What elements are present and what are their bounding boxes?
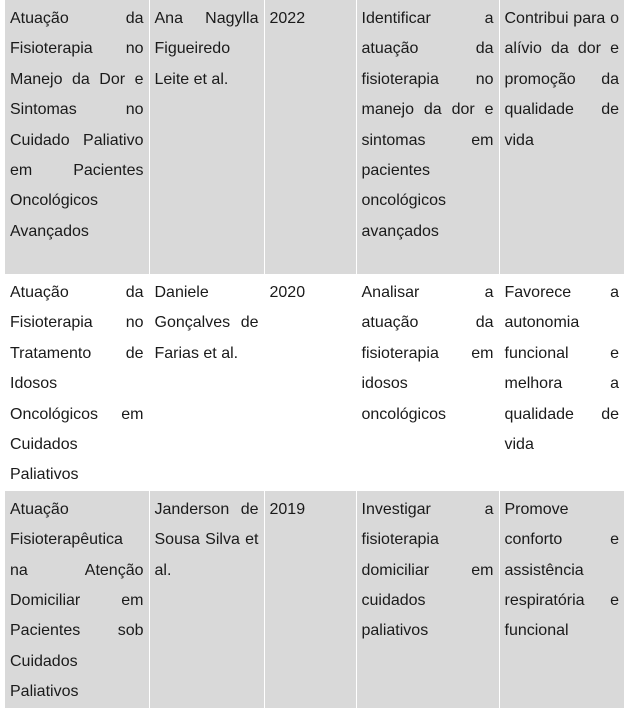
study-year-cell: 2019 (264, 491, 356, 708)
study-authors-cell: Daniele Gonçalves de Farias et al. (149, 274, 264, 491)
study-title-cell: Atuação da Fisioterapia no Manejo da Dor e Sintomas no Cuidado Paliativo em Pacientes Oncológicos Avançados (5, 0, 149, 274)
study-objective-cell: Identificar a atuação da fisioterapia no manejo da dor e sintomas em pacientes oncológicos avançados (356, 0, 499, 274)
study-objective-cell: Analisar a atuação da fisioterapia em idosos oncológicos (356, 274, 499, 491)
literature-review-table (5, 0, 624, 708)
study-title-cell: Atuação Fisioterapêutica na Atenção Domiciliar em Pacientes sob Cuidados Paliativos (5, 491, 149, 708)
study-year-cell: 2022 (264, 0, 356, 274)
study-result-cell: Favorece a autonomia funcional e melhora a qualidade de vida (499, 274, 624, 491)
study-year-cell: 2020 (264, 274, 356, 491)
study-title-cell: Atuação da Fisioterapia no Tratamento de Idosos Oncológicos em Cuidados Paliativos (5, 274, 149, 491)
study-authors-cell: Ana Nagylla Figueiredo Leite et al. (149, 0, 264, 274)
study-result-cell: Promove conforto e assistência respiratória e funcional (499, 491, 624, 708)
study-result-cell: Contribui para o alívio da dor e promoção da qualidade de vida (499, 0, 624, 274)
study-authors-cell: Janderson de Sousa Silva et al. (149, 491, 264, 708)
study-objective-cell: Investigar a fisioterapia domiciliar em cuidados paliativos (356, 491, 499, 708)
table-row (5, 274, 624, 491)
table-row (5, 0, 624, 274)
table-row (5, 491, 624, 708)
